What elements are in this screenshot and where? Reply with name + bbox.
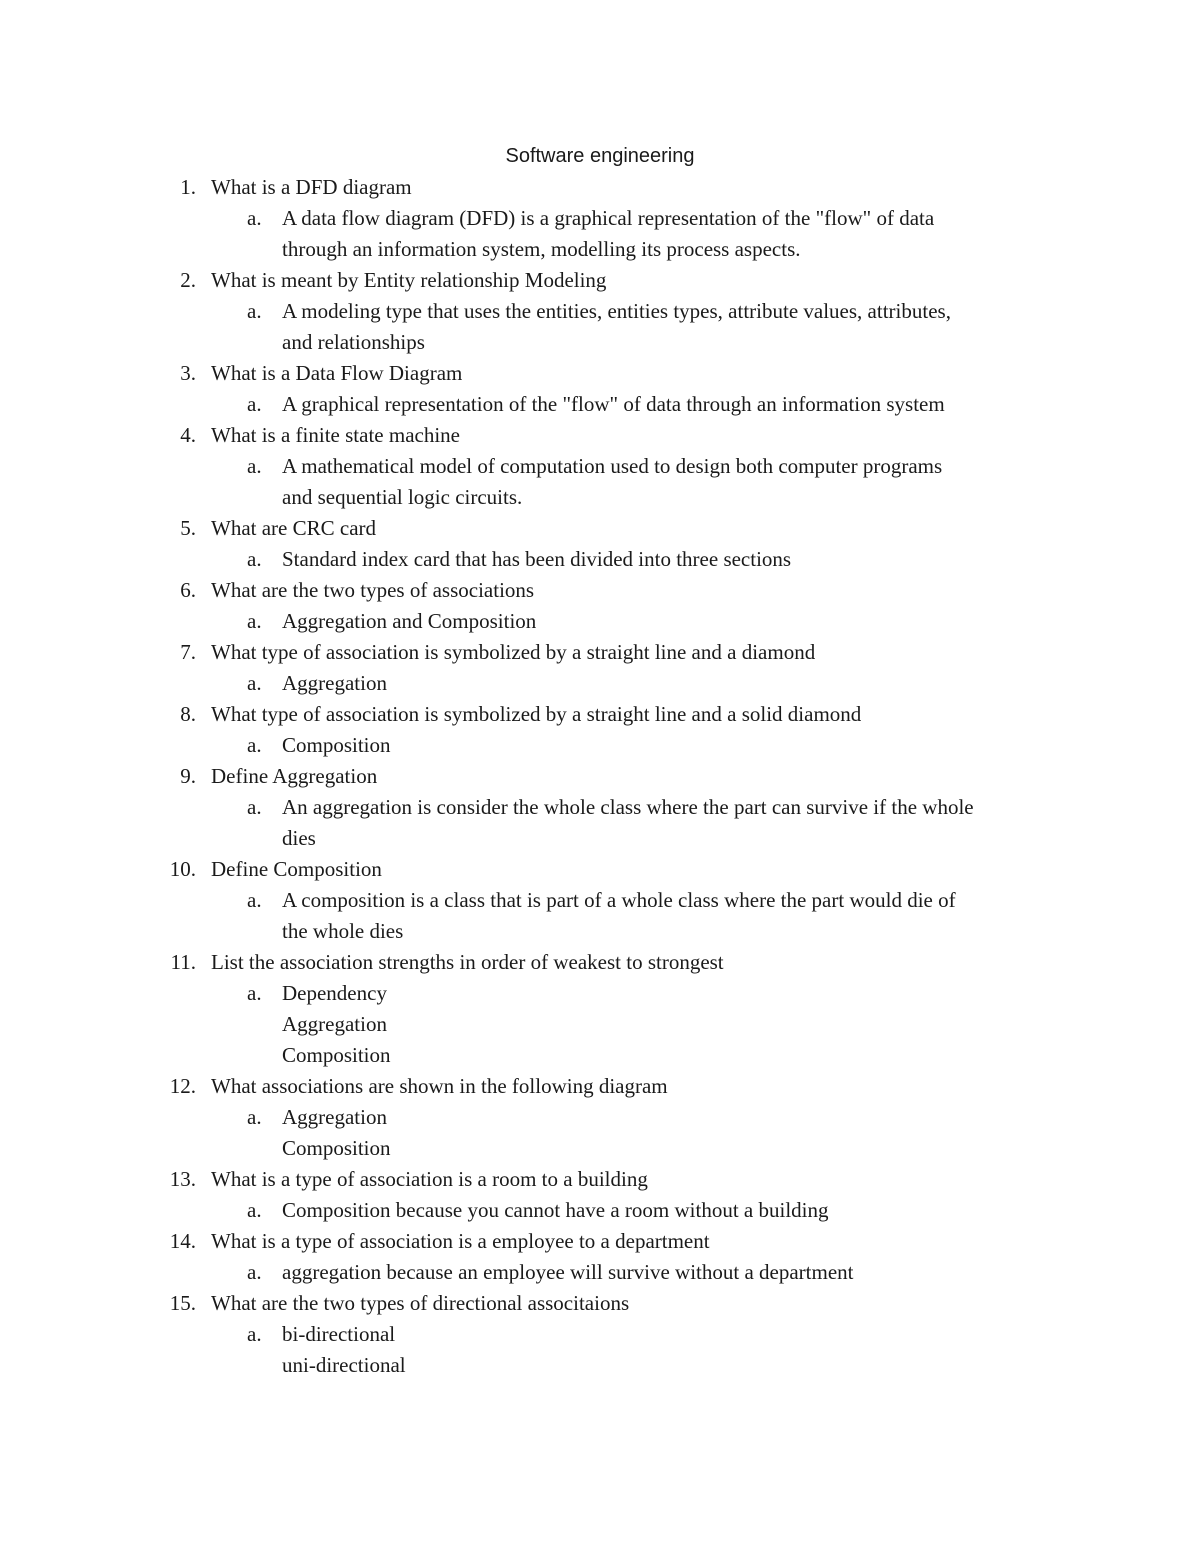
- answer-text: Composition: [282, 1136, 391, 1160]
- answer-row-continued: [0, 916, 1072, 947]
- answer-text: Aggregation and Composition: [282, 609, 537, 633]
- question-number: 1.: [180, 175, 196, 199]
- question-item: [0, 947, 1200, 1071]
- question-number: 8.: [180, 702, 196, 726]
- answer-letter: a.: [247, 1198, 262, 1222]
- answer-text: A modeling type that uses the entities, entities types, attribute values, attributes,: [282, 299, 951, 323]
- question-row: [0, 265, 1071, 296]
- question-row: [0, 761, 1071, 792]
- question-row: [0, 637, 1071, 668]
- answer-row: [0, 203, 1072, 234]
- question-text: What are CRC card: [211, 516, 377, 540]
- question-item: [0, 1226, 1200, 1288]
- question-text: Define Composition: [211, 857, 382, 881]
- question-row: [0, 1226, 1071, 1257]
- question-number: 4.: [180, 423, 196, 447]
- answer-text: Composition: [282, 733, 391, 757]
- answer-row: [0, 389, 1072, 420]
- answer-text: bi-directional: [282, 1322, 396, 1346]
- answer-text: A composition is a class that is part of a whole class where the part would die of: [282, 888, 956, 912]
- question-item: [0, 420, 1200, 513]
- question-row: [0, 947, 1071, 978]
- question-row: [0, 854, 1071, 885]
- answer-row: [0, 296, 1072, 327]
- question-row: [0, 1071, 1071, 1102]
- question-row: [0, 575, 1071, 606]
- question-number: 15.: [169, 1291, 196, 1315]
- question-text: List the association strengths in order of weakest to strongest: [211, 950, 724, 974]
- question-row: [0, 1164, 1071, 1195]
- question-row: [0, 699, 1071, 730]
- answer-text: through an information system, modelling its process aspects.: [282, 237, 801, 261]
- question-text: What is a finite state machine: [211, 423, 460, 447]
- question-item: [0, 637, 1200, 699]
- question-number: 6.: [180, 578, 196, 602]
- answer-row: [0, 544, 1072, 575]
- answer-letter: a.: [247, 1260, 262, 1284]
- answer-row-continued: [0, 1009, 1072, 1040]
- answer-letter: a.: [247, 1105, 262, 1129]
- answer-row: [0, 1195, 1072, 1226]
- answer-text: A graphical representation of the "flow" of data through an information system: [282, 392, 945, 416]
- answer-row: [0, 885, 1072, 916]
- question-row: [0, 513, 1071, 544]
- question-item: [0, 1071, 1200, 1164]
- answer-row: [0, 606, 1072, 637]
- answer-letter: a.: [247, 609, 262, 633]
- question-item: [0, 358, 1200, 420]
- answer-text: and sequential logic circuits.: [282, 485, 523, 509]
- question-item: [0, 513, 1200, 575]
- answer-letter: a.: [247, 299, 262, 323]
- answer-row-continued: [0, 823, 1072, 854]
- question-row: [0, 358, 1071, 389]
- question-item: [0, 575, 1200, 637]
- question-text: What is a type of association is a room to a building: [211, 1167, 648, 1191]
- answer-letter: a.: [247, 392, 262, 416]
- answer-row: [0, 1319, 1072, 1350]
- answer-letter: a.: [247, 454, 262, 478]
- answer-text: An aggregation is consider the whole class where the part can survive if the whole: [282, 795, 974, 819]
- question-item: [0, 265, 1200, 358]
- question-number: 3.: [180, 361, 196, 385]
- answer-row-continued: [0, 1040, 1072, 1071]
- answer-text: Standard index card that has been divided into three sections: [282, 547, 792, 571]
- question-text: What is a type of association is a employee to a department: [211, 1229, 710, 1253]
- question-number: 9.: [180, 764, 196, 788]
- answer-text: Aggregation: [282, 1105, 387, 1129]
- question-text: What are the two types of directional associtaions: [211, 1291, 630, 1315]
- answer-row-continued: [0, 1350, 1072, 1381]
- answer-text: and relationships: [282, 330, 425, 354]
- question-list: [0, 172, 1200, 1381]
- answer-letter: a.: [247, 206, 262, 230]
- answer-text: Composition because you cannot have a room without a building: [282, 1198, 829, 1222]
- answer-text: dies: [282, 826, 316, 850]
- answer-row: [0, 792, 1072, 823]
- answer-row: [0, 978, 1072, 1009]
- question-number: 5.: [180, 516, 196, 540]
- question-text: Define Aggregation: [211, 764, 378, 788]
- answer-row-continued: [0, 234, 1072, 265]
- question-item: [0, 761, 1200, 854]
- page-title: Software engineering: [505, 145, 695, 167]
- question-item: [0, 1164, 1200, 1226]
- answer-letter: a.: [247, 888, 262, 912]
- answer-text: the whole dies: [282, 919, 404, 943]
- answer-row: [0, 1257, 1072, 1288]
- answer-letter: a.: [247, 547, 262, 571]
- question-item: [0, 699, 1200, 761]
- answer-row: [0, 730, 1072, 761]
- question-row: [0, 172, 1071, 203]
- question-text: What is a DFD diagram: [211, 175, 412, 199]
- question-text: What type of association is symbolized by a straight line and a diamond: [211, 640, 816, 664]
- answer-text: Composition: [282, 1043, 391, 1067]
- question-text: What is meant by Entity relationship Modeling: [211, 268, 607, 292]
- question-item: [0, 854, 1200, 947]
- question-number: 14.: [169, 1229, 196, 1253]
- answer-letter: a.: [247, 795, 262, 819]
- answer-text: Aggregation: [282, 1012, 387, 1036]
- answer-letter: a.: [247, 671, 262, 695]
- answer-text: uni-directional: [282, 1353, 406, 1377]
- answer-text: Dependency: [282, 981, 387, 1005]
- question-number: 13.: [169, 1167, 196, 1191]
- question-item: [0, 1288, 1200, 1381]
- answer-row-continued: [0, 327, 1072, 358]
- answer-letter: a.: [247, 733, 262, 757]
- question-text: What associations are shown in the following diagram: [211, 1074, 668, 1098]
- answer-row-continued: [0, 482, 1072, 513]
- question-text: What are the two types of associations: [211, 578, 535, 602]
- question-row: [0, 420, 1071, 451]
- answer-text: aggregation because an employee will survive without a department: [282, 1260, 854, 1284]
- question-number: 7.: [180, 640, 196, 664]
- question-text: What is a Data Flow Diagram: [211, 361, 463, 385]
- answer-text: A data flow diagram (DFD) is a graphical representation of the "flow" of data: [282, 206, 935, 230]
- answer-text: A mathematical model of computation used to design both computer programs: [282, 454, 943, 478]
- question-row: [0, 1288, 1071, 1319]
- answer-letter: a.: [247, 1322, 262, 1346]
- question-number: 12.: [169, 1074, 196, 1098]
- answer-row: [0, 668, 1072, 699]
- question-item: [0, 172, 1200, 265]
- question-number: 2.: [180, 268, 196, 292]
- question-number: 11.: [170, 950, 196, 974]
- answer-text: Aggregation: [282, 671, 387, 695]
- answer-row: [0, 1102, 1072, 1133]
- question-number: 10.: [169, 857, 196, 881]
- answer-row: [0, 451, 1072, 482]
- answer-row-continued: [0, 1133, 1072, 1164]
- question-text: What type of association is symbolized by a straight line and a solid diamond: [211, 702, 862, 726]
- answer-letter: a.: [247, 981, 262, 1005]
